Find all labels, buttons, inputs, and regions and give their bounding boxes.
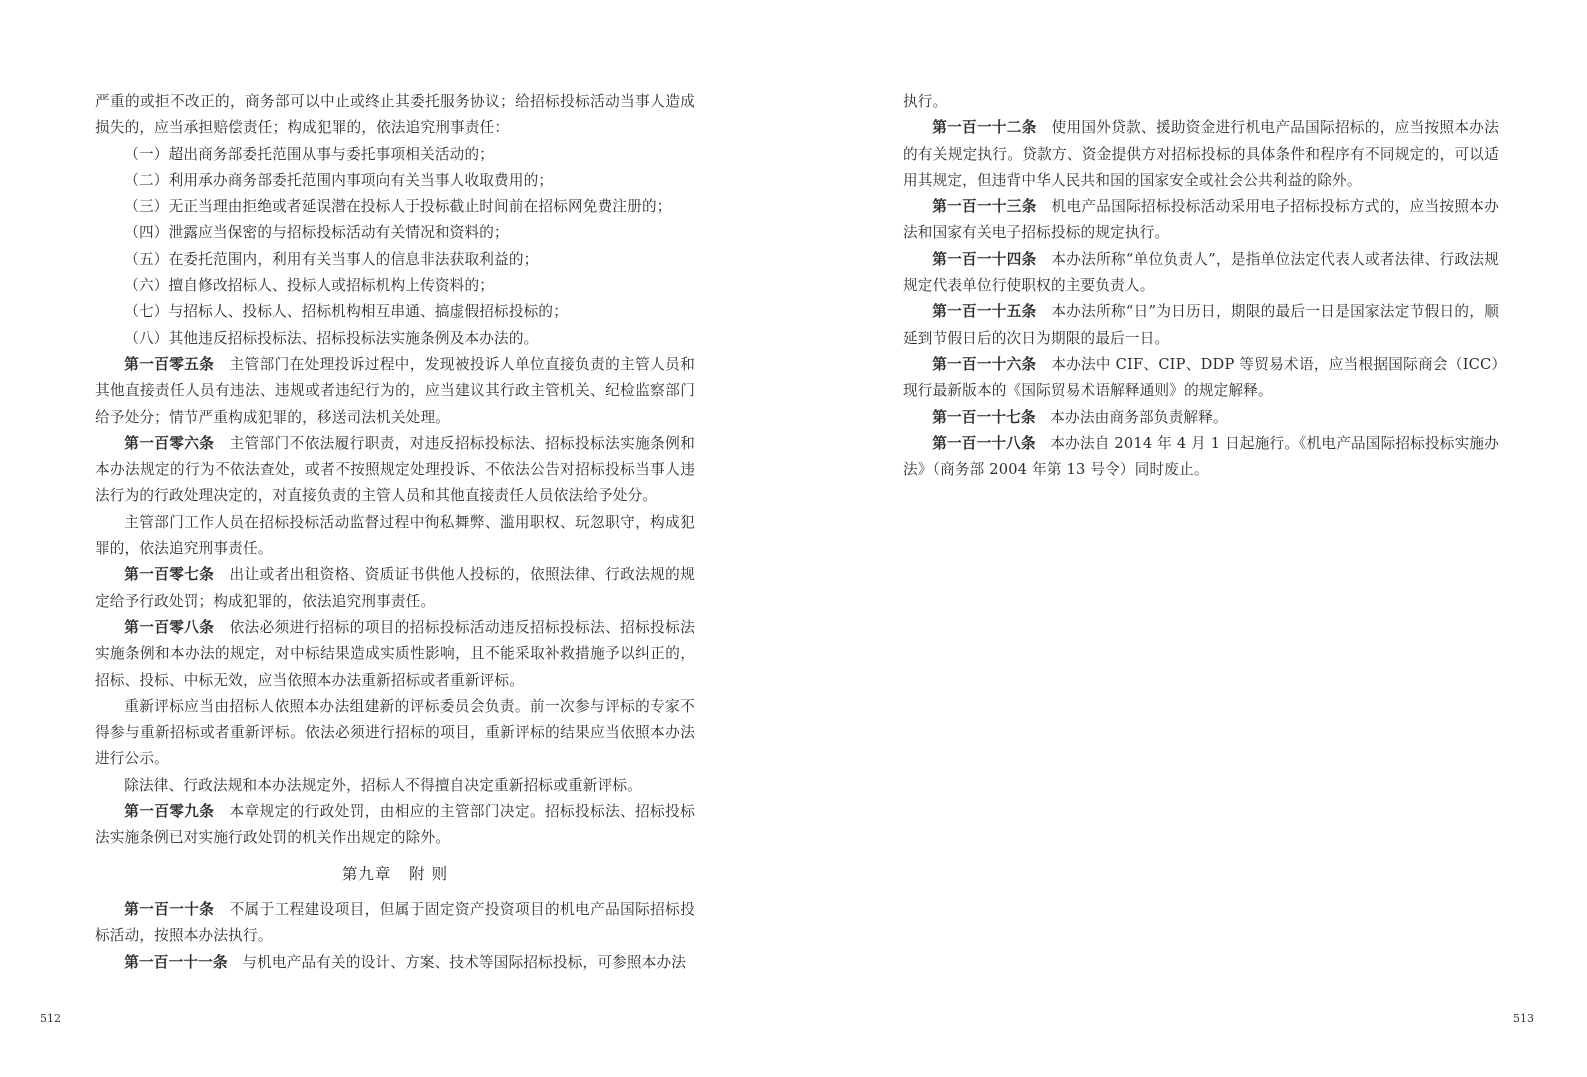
paragraph-text: 本办法中 CIF、CIP、DDP 等贸易术语，应当根据国际商会（ICC）现行最新版本的《国际贸易术语解释通则》的规定解释。: [903, 355, 1499, 400]
article-label: 第一百零七条: [124, 566, 215, 584]
article-label: 第一百零九条: [124, 803, 215, 821]
article-label: 第一百一十八条: [932, 434, 1036, 452]
article-label: 第一百一十二条: [932, 119, 1037, 137]
right-page: [793, 0, 1587, 1077]
paragraph-text: （七）与招标人、投标人、招标机构相互串通、搞虚假招标投标的；: [124, 303, 569, 321]
paragraph-text: 本办法自 2014 年 4 月 1 日起施行。《机电产品国际招标投标实施办法》（商务部 2004 年第 13 号令）同时废止。: [903, 434, 1499, 479]
article-paragraph: [903, 431, 1499, 484]
article-paragraph: [95, 615, 695, 694]
paragraph-text: 本办法所称“单位负责人”，是指单位法定代表人或者法律、行政法规规定代表单位行使职权的主要负责人。: [903, 250, 1499, 295]
paragraph: [903, 89, 1499, 115]
paragraph: [95, 220, 695, 246]
paragraph-text: 执行。: [903, 93, 948, 110]
paragraph: [95, 247, 695, 273]
paragraph-text: （二）利用承办商务部委托范围内事项向有关当事人收取费用的；: [124, 171, 554, 189]
article-label: 第一百零八条: [124, 618, 215, 636]
paragraph-text: 与机电产品有关的设计、方案、技术等国际招标投标，可参照本办法: [242, 953, 687, 971]
paragraph-text: 重新评标应当由招标人依照本办法组建新的评标委员会负责。前一次参与评标的专家不得参与重新招标或者重新评标。依法必须进行招标的项目，重新评标的结果应当依照本办法进行公示。: [95, 697, 695, 768]
paragraph-text: 本办法由商务部负责解释。: [1050, 408, 1228, 426]
chapter-heading-text: 第九章 附 则: [341, 864, 449, 883]
paragraph: [95, 89, 695, 142]
article-paragraph: [903, 299, 1499, 352]
left-page-body: [95, 89, 695, 976]
left-page: [0, 0, 793, 1077]
article-paragraph: [95, 352, 695, 431]
article-paragraph: [903, 115, 1499, 194]
paragraph-text: （一）超出商务部委托范围从事与委托事项相关活动的；: [124, 145, 495, 163]
article-paragraph: [903, 194, 1499, 247]
paragraph: [95, 773, 695, 799]
paragraph-text: 除法律、行政法规和本办法规定外，招标人不得擅自决定重新招标或重新评标。: [124, 776, 642, 794]
paragraph: [95, 273, 695, 299]
article-paragraph: [95, 897, 695, 950]
paragraph-text: 严重的或拒不改正的，商务部可以中止或终止其委托服务协议；给招标投标活动当事人造成损失的，应当承担赔偿责任；构成犯罪的，依法追究刑事责任：: [95, 93, 695, 137]
article-label: 第一百一十六条: [932, 355, 1037, 373]
paragraph-text: （五）在委托范围内，利用有关当事人的信息非法获取利益的；: [124, 250, 539, 268]
paragraph-text: 使用国外贷款、援助资金进行机电产品国际招标的，应当按照本办法的有关规定执行。贷款方、资金提供方对招标投标的具体条件和程序有不同规定的，可以适用其规定，但违背中华人民共和国的国家安全或社会公共利益的除外。: [903, 119, 1499, 189]
paragraph-text: 主管部门在处理投诉过程中，发现被投诉人单位直接负责的主管人员和其他直接责任人员有违法、违规或者违纪行为的，应当建议其行政主管机关、纪检监察部门给予处分；情节严重构成犯罪的，移送司法机关处理。: [95, 355, 695, 426]
paragraph-text: 依法必须进行招标的项目的招标投标活动违反招标投标法、招标投标法实施条例和本办法的规定，对中标结果造成实质性影响，且不能采取补救措施予以纠正的，招标、投标、中标无效，应当依照本办法重新招标或者重新评标。: [95, 618, 695, 689]
paragraph-text: （八）其他违反招标投标法、招标投标法实施条例及本办法的。: [124, 329, 539, 347]
article-label: 第一百零五条: [124, 355, 215, 373]
article-paragraph: [903, 405, 1499, 431]
article-paragraph: [95, 950, 695, 976]
article-paragraph: [95, 431, 695, 510]
paragraph: [95, 168, 695, 194]
paragraph: [95, 142, 695, 168]
page-number-right: 513: [1513, 1012, 1534, 1025]
paragraph-text: 主管部门工作人员在招标投标活动监督过程中徇私舞弊、滥用职权、玩忽职守，构成犯罪的，依法追究刑事责任。: [95, 513, 695, 558]
article-label: 第一百一十五条: [932, 303, 1037, 321]
paragraph: [95, 694, 695, 773]
paragraph-text: 不属于工程建设项目，但属于固定资产投资项目的机电产品国际招标投标活动，按照本办法执行。: [95, 900, 695, 945]
article-label: 第一百一十四条: [932, 250, 1037, 268]
article-label: 第一百零六条: [124, 434, 215, 452]
paragraph: [95, 299, 695, 325]
page-number-left: 512: [40, 1012, 61, 1025]
paragraph: [95, 326, 695, 352]
paragraph-text: 本办法所称“日”为日历日，期限的最后一日是国家法定节假日的，顺延到节假日后的次日为期限的最后一日。: [903, 303, 1499, 347]
paragraph-text: 出让或者出租资格、资质证书供他人投标的，依照法律、行政法规的规定给予行政处罚；构成犯罪的，依法追究刑事责任。: [95, 566, 695, 610]
right-page-body: [903, 89, 1499, 483]
article-paragraph: [903, 352, 1499, 405]
chapter-heading: [95, 861, 695, 887]
paragraph-text: 本章规定的行政处罚，由相应的主管部门决定。招标投标法、招标投标法实施条例已对实施行政处罚的机关作出规定的除外。: [95, 803, 695, 847]
paragraph-text: 机电产品国际招标投标活动采用电子招标投标方式的，应当按照本办法和国家有关电子招标投标的规定执行。: [903, 198, 1499, 242]
article-label: 第一百一十三条: [932, 198, 1037, 216]
paragraph: [95, 194, 695, 220]
article-label: 第一百一十条: [124, 900, 215, 918]
paragraph-text: 主管部门不依法履行职责，对违反招标投标法、招标投标法实施条例和本办法规定的行为不依法查处，或者不按照规定处理投诉、不依法公告对招标投标当事人违法行为的行政处理决定的，对直接负责的主管人员和其他直接责任人员依法给予处分。: [95, 434, 695, 505]
article-paragraph: [903, 247, 1499, 300]
paragraph-text: （三）无正当理由拒绝或者延误潜在投标人于投标截止时间前在招标网免费注册的；: [124, 198, 672, 216]
paragraph-text: （六）擅自修改招标人、投标人或招标机构上传资料的；: [124, 277, 495, 295]
article-paragraph: [95, 562, 695, 615]
article-label: 第一百一十一条: [124, 953, 228, 971]
article-label: 第一百一十七条: [932, 408, 1036, 426]
paragraph: [95, 510, 695, 563]
article-paragraph: [95, 799, 695, 852]
paragraph-text: （四）泄露应当保密的与招标投标活动有关情况和资料的；: [124, 224, 509, 242]
